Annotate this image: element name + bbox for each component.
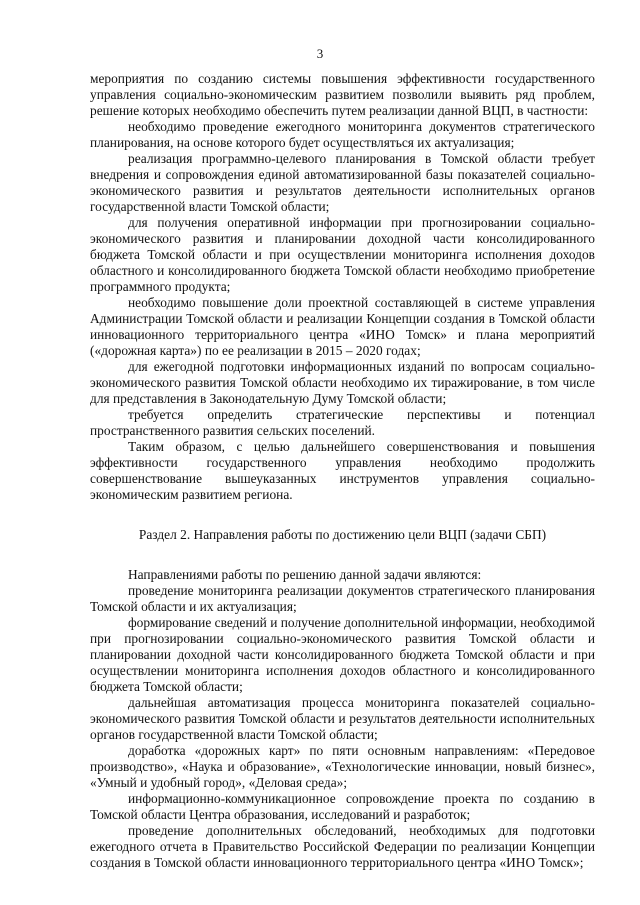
page-number: 3	[316, 46, 324, 61]
paragraph: реализация программно-целевого планирования в Томской области требует внедрения и сопровождения единой автоматизированной базы показателей социально-экономического развития и результатов деятельности исполнительных органов государственной власти Томской области;	[90, 151, 595, 214]
paragraph: требуется определить стратегические перспективы и потенциал пространственного развития сельских поселений.	[90, 407, 595, 438]
paragraph: Таким образом, с целью дальнейшего совершенствования и повышения эффективности государственного управления необходимо продолжить совершенствование вышеуказанных инструментов управления социально-экономическим развитием региона.	[90, 439, 595, 502]
paragraph: доработка «дорожных карт» по пяти основным направлениям: «Передовое производство», «Наука и образование», «Технологические инновации, новый бизнес», «Умный и удобный город», «Деловая среда»;	[90, 743, 595, 790]
paragraph: формирование сведений и получение дополнительной информации, необходимой при прогнозировании социально-экономического развития Томской области и планировании доходной части консолидированного бюджета Томской области и при осуществлении мониторинга исполнения доходов областного и консолидированного бюджета Томской области;	[90, 615, 595, 694]
paragraph: необходимо повышение доли проектной составляющей в системе управления Администрации Томской области и реализации Концепции создания в Томской области инновационного территориального центра «ИНО Томск» и плана мероприятий («дорожная карта») по ее реализации в 2015 – 2020 годах;	[90, 295, 595, 358]
paragraph: для получения оперативной информации при прогнозировании социально-экономического развития и планировании доходной части консолидированного бюджета Томской области и при осуществлении мониторинга исполнения доходов областного и консолидированного бюджета Томской области необходимо приобретение программного продукта;	[90, 215, 595, 294]
paragraph: дальнейшая автоматизация процесса мониторинга показателей социально-экономического развития Томской области и результатов деятельности исполнительных органов государственной власти Томской области;	[90, 695, 595, 742]
paragraph: проведение мониторинга реализации документов стратегического планирования Томской области и их актуализация;	[90, 583, 595, 614]
paragraph: Направлениями работы по решению данной задачи являются:	[128, 567, 482, 582]
paragraph: информационно-коммуникационное сопровождение проекта по созданию в Томской области Центра образования, исследований и разработок;	[90, 791, 595, 822]
paragraph: проведение дополнительных обследований, необходимых для подготовки ежегодного отчета в Правительство Российской Федерации по реализации Концепции создания в Томской области инновационного территориального центра «ИНО Томск»;	[90, 823, 595, 870]
paragraph: мероприятия по созданию системы повышения эффективности государственного управления социально-экономическим развитием позволили выявить ряд проблем, решение которых необходимо обеспечить путем реализации данной ВЦП, в частности:	[90, 71, 595, 118]
paragraph: для ежегодной подготовки информационных изданий по вопросам социально-экономического развития Томской области необходимо их тиражирование, в том числе для представления в Законодательную Думу Томской области;	[90, 359, 595, 406]
section-heading: Раздел 2. Направления работы по достижению цели ВЦП (задачи СБП)	[138, 527, 547, 542]
paragraph: необходимо проведение ежегодного мониторинга документов стратегического планирования, на основе которого будет осуществляться их актуализация;	[90, 119, 595, 150]
document-body	[90, 71, 595, 871]
